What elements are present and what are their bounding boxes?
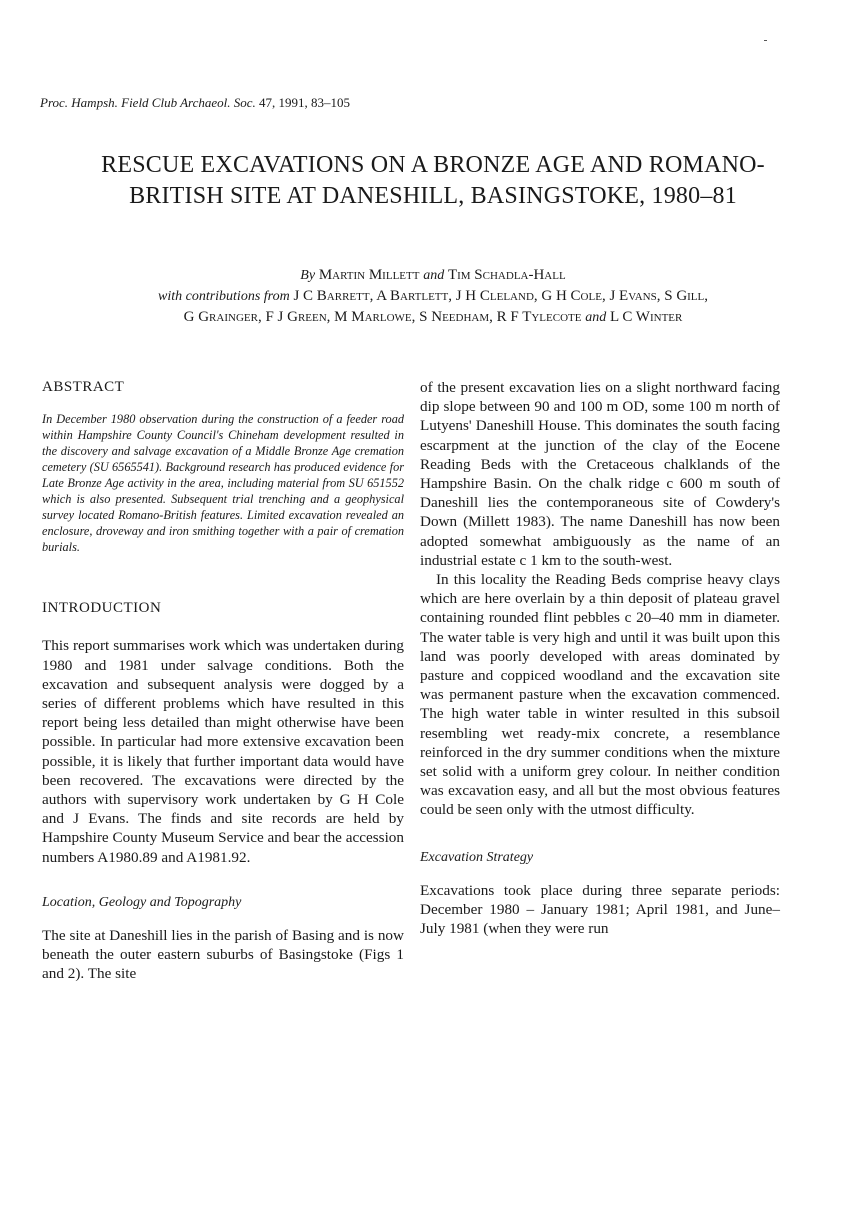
scan-mark bbox=[764, 40, 767, 41]
abstract-text: In December 1980 observation during the construction of a feeder road within Hampshire County Council's Chineham development resulted in the discovery and salvage excavation of a Middle Bronze Age cremation cemetery (SU 6565541). Background research has produced evidence for Late Bronze Age activity in the area, including material from SU 651552 which is also presented. Subsequent trial trenching and a geophysical survey located Romano-British features. Limited excavation revealed an enclosure, droveway and iron smithing together with a pair of cremation burials. bbox=[42, 412, 404, 555]
contributors-line-1 bbox=[30, 286, 836, 307]
journal-name: Proc. Hampsh. Field Club Archaeol. Soc. bbox=[40, 95, 256, 110]
journal-volume: 47 bbox=[259, 95, 273, 110]
author-block bbox=[30, 265, 836, 328]
article-title: RESCUE EXCAVATIONS ON A BRONZE AGE AND ROMANO-BRITISH SITE AT DANESHILL, BASINGSTOKE, 1980–81 bbox=[101, 152, 765, 209]
strategy-text: Excavations took place during three separate periods: December 1980 – January 1981; April 1981, and June–July 1981 (when they were run bbox=[420, 881, 780, 938]
author-1: Martin Millett bbox=[318, 267, 420, 283]
journal-year-pages: , 1991, 83–105 bbox=[272, 95, 351, 110]
contributors-b: G Grainger, F J Green, M Marlowe, S Needham, R F Tylecote bbox=[183, 309, 582, 325]
contrib-and-label: and bbox=[585, 310, 607, 325]
left-column bbox=[42, 378, 404, 984]
contributor-last: L C Winter bbox=[609, 309, 683, 325]
geology-paragraph: In this locality the Reading Beds comprise heavy clays which are here overlain by a thin deposit of plateau gravel containing rounded flint pebbles c 20–40 mm in diameter. The water table is very high and until it was built upon this land was poorly developed with areas dominated by pasture and coppiced woodland and the excavation site was permanent pasture when the excavation commenced. The high water table in winter resulted in this subsoil resembling wet ready-mix concrete, a resemblance reinforced in the dry summer conditions when the mixture set solid with a uniform grey colour. In neither condition was excavation easy, and all but the most obvious features could be seen only with the utmost difficulty. bbox=[420, 571, 780, 819]
author-line bbox=[30, 265, 836, 286]
location-text: The site at Daneshill lies in the parish of Basing and is now beneath the outer eastern suburbs of Basingstoke (Figs 1 and 2). The site bbox=[42, 927, 404, 983]
contributions-label: with contributions from bbox=[157, 289, 290, 304]
site-paragraph: of the present excavation lies on a slight northward facing dip slope between 90 and 100 m OD, some 100 m north of Lutyens' Daneshill House. This dominates the south facing escarpment at the junction of the clay of the Eocene Reading Beds with the Cretaceous chalklands of the Hampshire Basin. On the chalk ridge c 600 m south of Daneshill lies the contemporaneous site of Cowdery's Down (Millett 1983). The name Daneshill has now been adopted somewhat ambiguously as the name of an industrial estate c 1 km to the south-west. bbox=[420, 379, 780, 569]
by-label: By bbox=[300, 268, 316, 283]
and-label: and bbox=[423, 268, 445, 283]
strategy-heading: Excavation Strategy bbox=[420, 849, 534, 865]
location-heading: Location, Geology and Topography bbox=[42, 894, 242, 910]
introduction-heading: INTRODUCTION bbox=[42, 600, 162, 617]
abstract-heading: ABSTRACT bbox=[42, 379, 125, 395]
author-2: Tim Schadla-Hall bbox=[447, 267, 566, 283]
journal-reference bbox=[40, 95, 350, 111]
introduction-text: This report summarises work which was undertaken during 1980 and 1981 under salvage conditions. Both the excavation and subsequent analysis were dogged by a series of different problems which have resulted in this report being less detailed than might otherwise have been possible. In particular had more extensive excavation been possible, it is likely that further important data would have been recovered. The excavations were directed by the authors with supervisory work undertaken by G H Cole and J Evans. The finds and site records are held by Hampshire County Museum Service and bear the accession numbers A1980.89 and A1981.92. bbox=[42, 637, 404, 866]
contributors-line-2 bbox=[30, 307, 836, 328]
contributors-a: J C Barrett, A Bartlett, J H Cleland, G H Cole, J Evans, S Gill, bbox=[293, 288, 708, 304]
right-column bbox=[420, 378, 780, 938]
